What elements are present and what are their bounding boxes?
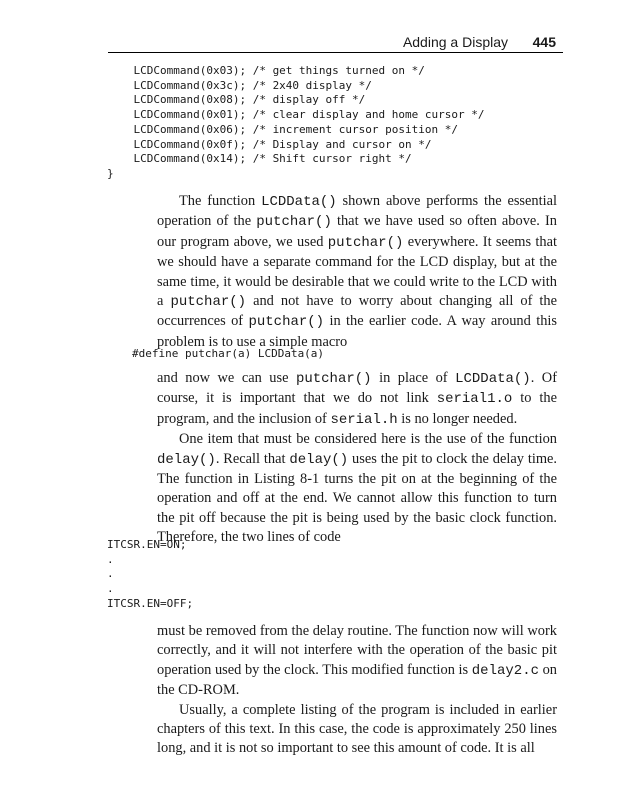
inline-code: putchar() xyxy=(170,294,247,311)
paragraph-lcddata: The function LCDData() shown above performs the essential operation of the putchar() that we have used so often above. In our program above, we used putchar() everywhere. It seems that we should have a separate command for the LCD display, but at the same time, it would be desirable that we could write to the LCD with a putchar() and not have to worry about changing all of the occurrences of putchar() in the earlier code. A way around this problem is to use a simple macro xyxy=(157,193,558,350)
page-number: 445 xyxy=(532,34,556,50)
running-header xyxy=(0,30,620,56)
inline-code: serial1.o xyxy=(436,391,513,408)
inline-code: putchar() xyxy=(295,371,372,387)
inline-code: delay() xyxy=(157,451,216,468)
code-line: ITCSR.EN=OFF; xyxy=(107,596,194,610)
code-line: LCDCommand(0x03); /* get things turned on */ xyxy=(107,64,425,77)
inline-code: serial.h xyxy=(330,411,398,428)
code-line: } xyxy=(107,166,114,180)
code-line: LCDCommand(0x01); /* clear display and home cursor */ xyxy=(107,108,485,122)
code-line: LCDCommand(0x06); /* increment cursor position */ xyxy=(107,122,458,136)
code-line: . xyxy=(107,582,114,596)
inline-code: LCDData() xyxy=(261,194,337,210)
inline-code: putchar() xyxy=(248,314,325,331)
inline-code: LCDData() xyxy=(455,371,531,387)
inline-code: putchar() xyxy=(327,234,404,251)
code-line: LCDCommand(0x0f); /* Display and cursor on */ xyxy=(107,137,432,151)
code-macro-define xyxy=(132,347,324,362)
code-line: LCDCommand(0x14); /* Shift cursor right */ xyxy=(107,152,412,166)
inline-code: delay2.c xyxy=(471,662,539,679)
code-line: . xyxy=(107,567,114,581)
paragraph-delay-routine: must be removed from the delay routine. The function now will work correctly, and it will not interfere with the operation of the basic pit operation used by the clock. This modified function is delay2.c on the CD-ROM. Usually, a complete listing of the program is included in earlier chapters of this text. In this case, the code is approximately 250 lines long, and it is not so important to see this amount of code. It is all xyxy=(157,623,557,757)
code-listing-lcd-init xyxy=(107,64,485,182)
code-line: #define putchar(a) LCDData(a) xyxy=(132,347,325,360)
header-rule xyxy=(108,52,563,53)
inline-code: delay() xyxy=(289,451,349,468)
code-itcsr-lines xyxy=(107,538,193,612)
code-line: ITCSR.EN=ON; xyxy=(107,538,187,551)
code-line: . xyxy=(107,552,114,566)
code-line: LCDCommand(0x3c); /* 2x40 display */ xyxy=(107,78,372,92)
paragraph-macro-usage: and now we can use putchar() in place of LCDData(). Of course, it is important that we do not link serial1.o to the program, and the inclusion of serial.h is no longer needed. One item that must be considered here is the use of the function delay(). Recall that delay() uses the pit to clock the delay time. The function in Listing 8-1 turns the pit on at the beginning of the operation and off at the end. We cannot allow this function to turn the pit off because the pit is being used by the basic clock function. Therefore, the two lines of code xyxy=(157,370,557,546)
code-line: LCDCommand(0x08); /* display off */ xyxy=(107,93,366,107)
inline-code: putchar() xyxy=(256,214,332,231)
running-header-title: Adding a Display xyxy=(402,34,508,50)
